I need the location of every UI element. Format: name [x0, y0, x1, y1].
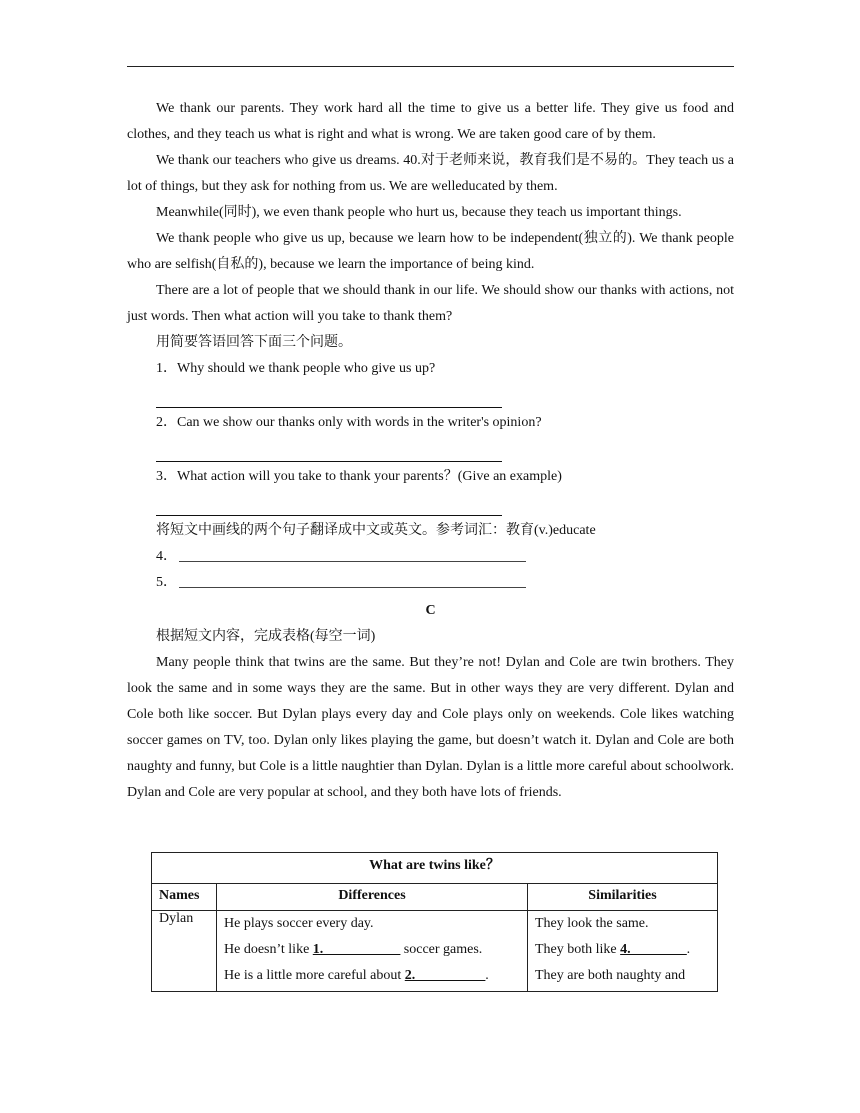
answer-line-1[interactable] [156, 382, 502, 408]
blank-4[interactable]: 4.________ [620, 942, 687, 957]
diff-line-3-end: . [485, 968, 489, 983]
paragraph-parents: We thank our parents. They work hard all the time to give us a better life. They give us food and clothes, and they teach us what is right and what is wrong. We are taken good care of by them. [127, 101, 734, 142]
translation-4 [127, 544, 734, 570]
question-1: 1．Why should we thank people who give us up? [156, 361, 436, 376]
translation-5 [127, 570, 734, 596]
instruction-answer: 用简要答语回答下面三个问题。 [156, 335, 352, 350]
paragraph-give-up: We thank people who give us up, because we learn how to be independent(独立的). We thank people who are selfish(自私的), because we learn the importance of being kind. [127, 231, 734, 272]
header-similarities: Similarities [528, 884, 718, 911]
paragraph-meanwhile: Meanwhile(同时), we even thank people who hurt us, because they teach us important things. [156, 205, 682, 220]
sim-line-3: They are both naughty and [535, 968, 686, 983]
question-3: 3．What action will you take to thank your parents？(Give an example) [156, 469, 562, 484]
paragraph-actions: There are a lot of people that we should thank in our life. We should show our thanks with actions, not just words. Then what action will you take to thank them? [127, 283, 734, 324]
diff-line-1: He plays soccer every day. [224, 916, 374, 931]
translation-4-line[interactable] [179, 545, 526, 562]
diff-line-3 [224, 963, 520, 989]
sim-line-2-text: They both like [535, 942, 621, 957]
sim-line-1: They look the same. [535, 916, 649, 931]
passage-twins: Many people think that twins are the same. But they’re not! Dylan and Cole are twin brothers. They look the same and in some ways they are the same. But in other ways they are very different. Dylan and Cole both like soccer. But Dylan plays every day and Cole plays only on weekends. Cole likes watching soccer games on TV, too. Dylan only likes playing the game, but doesn’t watch it. Dylan and Cole are both naughty and funny, but Cole is a little naughtier than Dylan. Dylan is a little more careful about schoolwork. Dylan and Cole are very popular at school, and they both have lots of friends. [127, 655, 734, 800]
diff-line-2-end: soccer games. [400, 942, 483, 957]
header-rule [127, 66, 734, 67]
sim-line-2-end: . [686, 942, 691, 957]
translation-5-label: 5． [156, 575, 177, 590]
table-caption: What are twins like？ [152, 853, 718, 884]
header-names: Names [152, 884, 217, 911]
cell-similarities [528, 911, 718, 992]
twins-table [151, 852, 718, 992]
translation-5-line[interactable] [179, 571, 526, 588]
section-c-heading: C [425, 603, 436, 618]
blank-1[interactable]: 1.___________ [312, 942, 401, 957]
sim-line-2 [535, 937, 710, 963]
blank-2[interactable]: 2.__________ [404, 968, 486, 983]
cell-name-dylan: Dylan [152, 911, 217, 992]
instruction-table: 根据短文内容，完成表格(每空一词) [156, 629, 376, 644]
paragraph-teachers: We thank our teachers who give us dreams. 40.对于老师来说，教育我们是不易的。They teach us a lot of things, but they ask for nothing from us. We are welleducated by them. [127, 153, 734, 194]
worksheet-body [127, 96, 734, 806]
header-differences: Differences [217, 884, 528, 911]
answer-line-3[interactable] [156, 490, 502, 516]
instruction-translate: 将短文中画线的两个句子翻译成中文或英文。参考词汇：教育(v.)educate [156, 523, 596, 538]
translation-4-label: 4． [156, 549, 177, 564]
diff-line-2-text: He doesn’t like [224, 942, 313, 957]
question-2: 2．Can we show our thanks only with words in the writer's opinion? [156, 415, 542, 430]
cell-differences [217, 911, 528, 992]
answer-line-2[interactable] [156, 436, 502, 462]
diff-line-2 [224, 937, 520, 963]
diff-line-3-text: He is a little more careful about [224, 968, 405, 983]
